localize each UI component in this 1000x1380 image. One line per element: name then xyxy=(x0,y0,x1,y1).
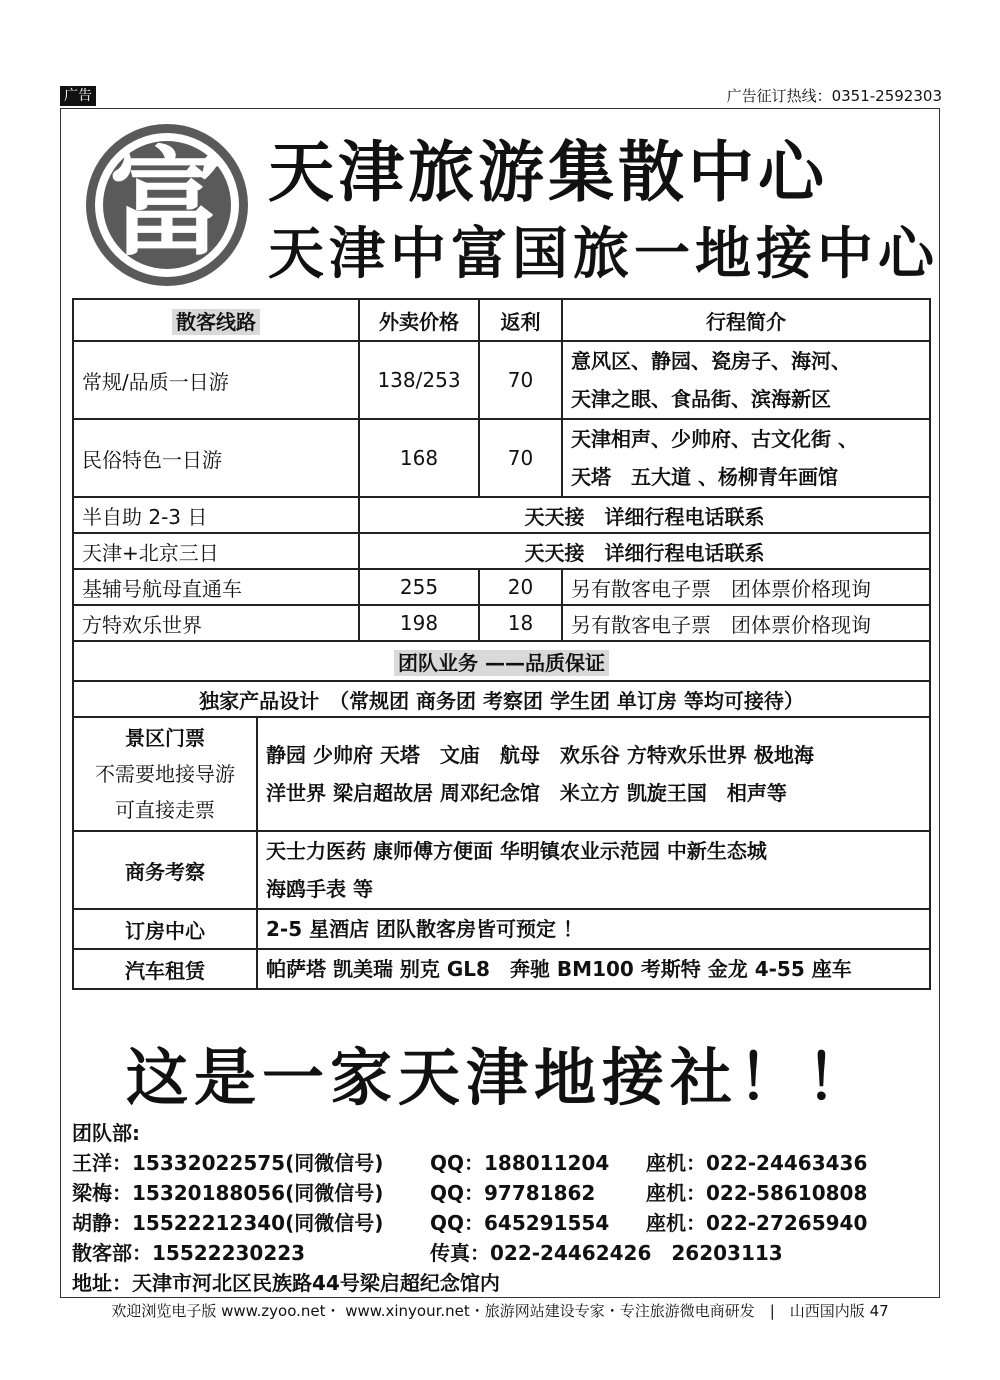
route-name: 基辅号航母直通车 xyxy=(73,569,359,605)
table-header-row xyxy=(73,299,930,341)
ad-hotline: 广告征订热线：0351-2592303 xyxy=(726,87,942,105)
contact-row xyxy=(72,1178,932,1208)
route-desc: 另有散客电子票 团体票价格现询 xyxy=(562,605,930,641)
service-row xyxy=(73,909,930,949)
table-row xyxy=(73,341,930,419)
service-text: 静园 少帅府 天塔 文庙 航母 欢乐谷 方特欢乐世界 极地海 洋世界 梁启超故居 周邓纪念馆 米立方 凯旋王国 相声等 xyxy=(257,717,930,831)
sub-title: 天津中富国旅一地接中心 xyxy=(268,222,939,287)
contact-tel: 座机：022-24463436 xyxy=(646,1151,868,1175)
team-title-row xyxy=(73,641,930,681)
contact-phone: 胡静：15522212340(同微信号) xyxy=(72,1211,384,1235)
exclusive-design: 独家产品设计 （常规团 商务团 考察团 学生团 单订房 等均可接待） xyxy=(73,681,930,717)
contact-row xyxy=(72,1148,932,1178)
route-name: 民俗特色一日游 xyxy=(73,419,359,497)
route-rebate: 20 xyxy=(479,569,562,605)
team-title: 团队业务 ——品质保证 xyxy=(73,641,930,681)
service-label: 订房中心 xyxy=(73,909,257,949)
service-text: 2-5 星酒店 团队散客房皆可预定 ！ xyxy=(257,909,930,949)
route-rebate: 70 xyxy=(479,341,562,419)
service-row xyxy=(73,717,930,831)
contact-qq: QQ：645291554 xyxy=(430,1211,610,1235)
route-name: 天津+北京三日 xyxy=(73,533,359,569)
table-row xyxy=(73,419,930,497)
route-price: 255 xyxy=(359,569,479,605)
service-row xyxy=(73,949,930,989)
route-desc: 天津相声、少帅府、古文化街 、 天塔 五大道 、杨柳青年画馆 xyxy=(562,419,930,497)
slogan: 这是一家天津地接社！！ xyxy=(125,1041,874,1114)
service-row xyxy=(73,831,930,909)
retail-fax-row xyxy=(72,1238,932,1268)
contact-qq: QQ：97781862 xyxy=(430,1181,596,1205)
route-name: 半自助 2-3 日 xyxy=(73,497,359,533)
header-route: 散客线路 xyxy=(73,299,359,341)
route-note: 天天接 详细行程电话联系 xyxy=(359,497,930,533)
contact-row xyxy=(72,1208,932,1238)
table-row xyxy=(73,533,930,569)
dept-label: 团队部: xyxy=(72,1121,140,1145)
route-name: 方特欢乐世界 xyxy=(73,605,359,641)
header-rebate: 返利 xyxy=(479,299,562,341)
service-text: 天士力医药 康师傅方便面 华明镇农业示范园 中新生态城 海鸥手表 等 xyxy=(257,831,930,909)
address: 地址：天津市河北区民族路44号梁启超纪念馆内 xyxy=(72,1271,500,1295)
route-price: 198 xyxy=(359,605,479,641)
route-rebate: 70 xyxy=(479,419,562,497)
header-price: 外卖价格 xyxy=(359,299,479,341)
fax: 传真：022-24462426 26203113 xyxy=(430,1241,783,1265)
header-desc: 行程简介 xyxy=(562,299,930,341)
routes-table xyxy=(72,298,931,990)
contacts xyxy=(72,1118,932,1298)
contact-phone: 梁梅：15320188056(同微信号) xyxy=(72,1181,384,1205)
route-desc: 意风区、静园、瓷房子、海河、 天津之眼、食品街、滨海新区 xyxy=(562,341,930,419)
logo-glyph: 富 xyxy=(109,137,225,272)
route-name: 常规/品质一日游 xyxy=(73,341,359,419)
service-label: 景区门票 不需要地接导游 可直接走票 xyxy=(73,717,257,831)
page-footer: 欢迎浏览电子版 www.zyoo.net・ www.xinyour.net・旅游网站建设专家・专注旅游微电商研发 | 山西国内版 47 xyxy=(111,1302,889,1320)
table-row xyxy=(73,605,930,641)
route-price: 168 xyxy=(359,419,479,497)
exclusive-row xyxy=(73,681,930,717)
route-note: 天天接 详细行程电话联系 xyxy=(359,533,930,569)
ad-tag: 广告 xyxy=(60,86,96,106)
top-bar xyxy=(60,86,942,108)
route-desc: 另有散客电子票 团体票价格现询 xyxy=(562,569,930,605)
route-rebate: 18 xyxy=(479,605,562,641)
service-label: 汽车租赁 xyxy=(73,949,257,989)
main-title: 天津旅游集散中心 xyxy=(268,134,828,211)
contact-tel: 座机：022-58610808 xyxy=(646,1181,868,1205)
contact-qq: QQ：188011204 xyxy=(430,1151,610,1175)
service-text: 帕萨塔 凯美瑞 别克 GL8 奔驰 BM100 考斯特 金龙 4-55 座车 xyxy=(257,949,930,989)
company-logo-icon xyxy=(86,124,248,286)
retail-phone: 散客部：15522230223 xyxy=(72,1241,306,1265)
contact-tel: 座机：022-27265940 xyxy=(646,1211,868,1235)
contact-phone: 王洋：15332022575(同微信号) xyxy=(72,1151,384,1175)
table-row xyxy=(73,569,930,605)
table-row xyxy=(73,497,930,533)
service-label: 商务考察 xyxy=(73,831,257,909)
route-price: 138/253 xyxy=(359,341,479,419)
